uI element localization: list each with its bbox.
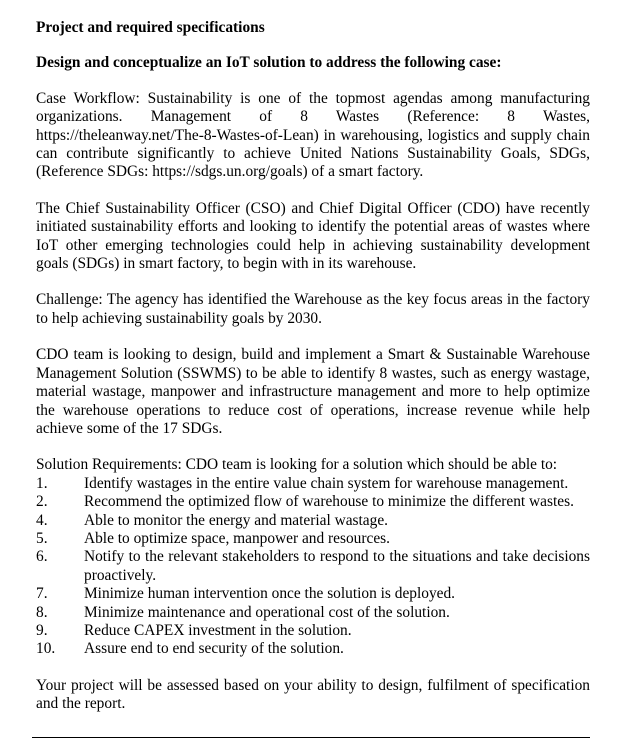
closing-paragraph: Your project will be assessed based on your ability to design, fulfilment of specification and the report. [36,676,590,713]
list-item-text: Minimize maintenance and operational cost of the solution. [84,603,450,621]
list-item-text: Able to monitor the energy and material wastage. [84,511,389,529]
list-item [36,530,590,548]
list-item-number: 5. [36,529,48,547]
list-item-number: 9. [36,621,48,639]
list-item-text: Able to optimize space, manpower and resources. [84,529,390,547]
list-item [36,622,590,640]
cdo-team-paragraph: CDO team is looking to design, build and implement a Smart & Sustainable Warehouse Management Solution (SSWMS) to be able to identify 8 wastes, such as energy wastage, material wastage, manpower and infrastructure management and more to help optimize the warehouse operations to reduce cost of operations, increase revenue while help achieve some of the 17 SDGs. [36,346,590,437]
list-item [36,640,590,658]
list-item-text: Notify to the relevant stakeholders to respond to the situations and take decisions proactively. [84,548,590,584]
list-item-text: Identify wastages in the entire value chain system for warehouse management. [84,474,569,492]
list-item [36,604,590,622]
list-item-number: 6. [36,548,48,566]
list-item [36,475,590,493]
officers-paragraph: The Chief Sustainability Officer (CSO) and Chief Digital Officer (CDO) have recently initiated sustainability efforts and looking to identify the potential areas of wastes where IoT other emerging technologies could help in achieving sustainability development goals (SDGs) in smart factory, to begin with in its warehouse. [36,199,590,273]
list-item-number: 10. [36,640,56,658]
list-item [36,493,590,511]
list-item-text: Recommend the optimized flow of warehouse to minimize the different wastes. [84,493,574,511]
list-item-number: 8. [36,603,48,621]
list-item-text: Assure end to end security of the solution. [84,640,344,658]
bottom-divider [32,737,590,738]
list-item-number: 1. [36,474,48,492]
list-item [36,512,590,530]
list-item-text: Reduce CAPEX investment in the solution. [84,621,352,639]
list-item [36,585,590,603]
document-title: Project and required specifications [36,19,265,36]
list-item-number: 7. [36,585,48,603]
case-workflow-paragraph: Case Workflow: Sustainability is one of the topmost agendas among manufacturing organizations. Management of 8 Wastes (Reference: 8 Wastes, https://theleanway.net/The-8-Wastes-of-Lean) in warehousing, logistics and supply chain can contribute significantly to achieve United Nations Sustainability Goals, SDGs, (Reference SDGs: https://sdgs.un.org/goals) of a smart factory. [36,89,590,181]
list-item-number: 4. [36,511,48,529]
document-page [36,19,590,714]
list-item-number: 2. [36,493,48,511]
requirements-intro: Solution Requirements: CDO team is looking for a solution which should be able to: [36,456,558,474]
list-item-text: Minimize human intervention once the solution is deployed. [84,585,456,603]
list-item [36,548,590,585]
requirements-list [36,475,590,659]
document-subtitle: Design and conceptualize an IoT solution to address the following case: [36,54,502,72]
challenge-paragraph: Challenge: The agency has identified the Warehouse as the key focus areas in the factory to help achieving sustainability goals by 2030. [36,291,590,327]
